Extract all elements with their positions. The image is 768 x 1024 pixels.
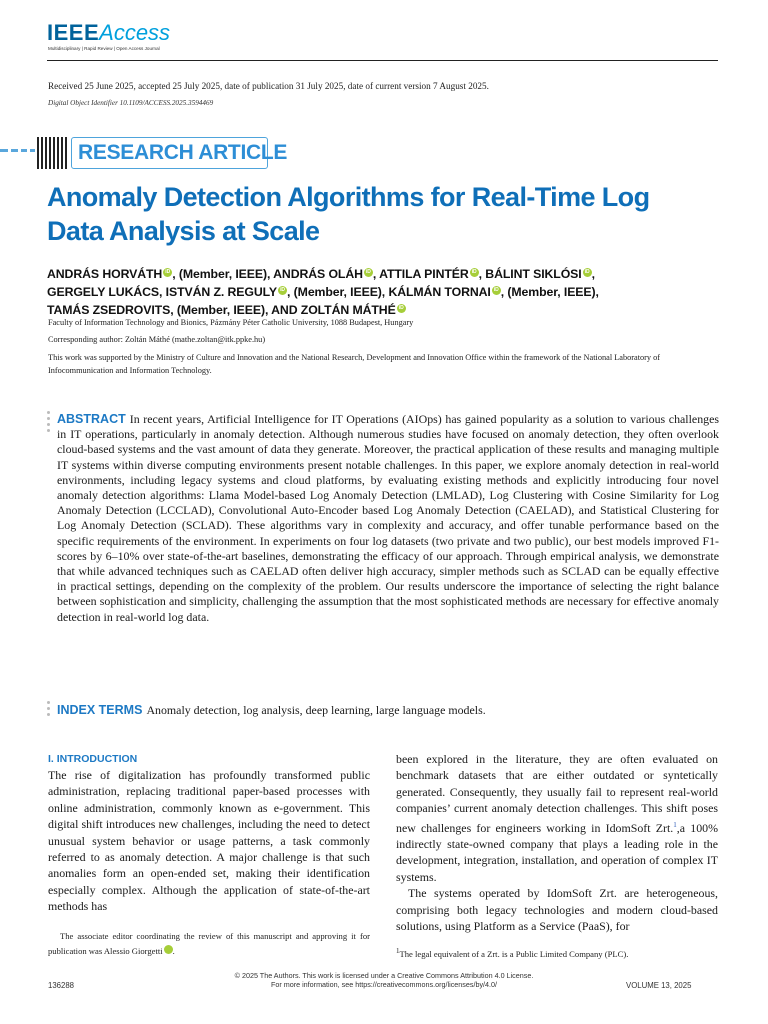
footnote-link[interactable]: 1 — [673, 820, 677, 829]
license-link[interactable]: For more information, see https://creativecommons.org/licenses/by/4.0/ — [270, 980, 498, 989]
author-suffix: , — [372, 267, 380, 281]
editor-note: The associate editor coordinating the review of this manuscript and approving it for publication was Alessio Giorgetti iD. — [48, 931, 370, 956]
author-suffix: , — [591, 267, 595, 281]
banner-dash — [11, 149, 18, 152]
page-number: 136288 — [48, 981, 75, 990]
abstract — [57, 412, 719, 625]
intro-paragraph: The rise of digitalization has profoundly transformed public administration, replacing traditional paper-based processes with online administration, commonly known as e-government. This digital shift introduces new challenges, including the need to detect unusual system behavior or usage patterns, a task commonly referred to as anomaly detection. A major challenge is that such anomalies form an open-ended set, making their identification especially complex. Although the application of state-of-the-art methods has — [48, 768, 370, 914]
header-rule — [47, 60, 718, 61]
orcid-icon[interactable]: iD — [583, 268, 592, 277]
paper-title: Anomaly Detection Algorithms for Real-Time Log Data Analysis at Scale — [47, 182, 650, 246]
doi[interactable]: Digital Object Identifier 10.1109/ACCESS.2025.3594469 — [48, 99, 214, 107]
author-name: ANDRÁS HORVÁTH — [47, 267, 163, 281]
publication-history: Received 25 June 2025, accepted 25 July 2025, date of publication 31 July 2025, date of current version 7 August 2025. — [48, 81, 489, 91]
author-list — [47, 265, 727, 319]
logo-ieee: IEEE — [47, 20, 100, 45]
index-terms — [57, 703, 719, 718]
author-suffix: , (Member, IEEE), — [500, 285, 599, 299]
index-terms-heading: INDEX TERMS — [57, 703, 143, 717]
orcid-icon[interactable]: iD — [163, 268, 172, 277]
logo-access: Access — [99, 20, 171, 45]
author-suffix: , (Member, IEEE), — [287, 285, 389, 299]
author-name: GERGELY LUKÁCS — [47, 285, 160, 299]
article-type: RESEARCH ARTICLE — [78, 141, 288, 164]
volume-label: VOLUME 13, 2025 — [626, 981, 692, 990]
author-suffix: , (Member, IEEE), — [172, 267, 274, 281]
author-name: KÁLMÁN TORNAI — [388, 285, 491, 299]
section-heading: I. INTRODUCTION — [48, 753, 138, 765]
author-name: ANDRÁS OLÁH — [273, 267, 363, 281]
orcid-icon[interactable]: iD — [364, 268, 373, 277]
author-suffix: , — [478, 267, 486, 281]
intro-left-column — [48, 767, 370, 915]
banner-dash — [0, 149, 8, 152]
journal-logo — [47, 22, 170, 45]
orcid-icon[interactable]: iD — [278, 286, 287, 295]
banner-dash — [21, 149, 27, 152]
orcid-icon[interactable]: iD — [164, 945, 173, 954]
orcid-icon[interactable]: iD — [470, 268, 479, 277]
abstract-dots — [47, 411, 51, 435]
footnote-text: The legal equivalent of a Zrt. is a Public Limited Company (PLC). — [399, 948, 629, 959]
footnote — [396, 945, 718, 960]
corresponding-author: Corresponding author: Zoltán Máthé (mathe.zoltan@itk.ppke.hu) — [48, 335, 266, 344]
footnote-mark: 1 — [396, 947, 400, 955]
author-suffix: , (Member, IEEE), AND — [170, 303, 301, 317]
banner-dash — [30, 149, 35, 152]
banner-stripes — [37, 137, 69, 169]
abstract-text: In recent years, Artificial Intelligence for IT Operations (AIOps) has gained popularity as a solution to various challenges in IT operations, particularly in anomaly detection. Although numerous studies have focused on anomaly detection, they often overlook cloud-based systems and the vast amount of data they generate. Moreover, the practical application of these results and managing multiple IT systems within diverse computing environments present notable challenges. In this paper, we explore anomaly detection in real-world environments, including legacy systems and cloud platforms, by evaluating existing methods and explicitly introducing four novel anomaly detection algorithms: Llama Model-based Log Anomaly Detection (LMLAD), Log Clustering with Cosine Similarity for Log Anomaly Detection (LCCLAD), Convolutional Auto-Encoder based Log Anomaly Detection (CAELAD), and Statistical Clustering for Log Anomaly Detection (SCLAD). These algorithms vary in complexity and accuracy, and offer tunable performance based on the specific requirements of the environment. In experiments on four log datasets (two private and two public), our best models improved F1-scores by 6–10% over state-of-the-art baselines, demonstrating the efficacy of our approach. Through empirical analysis, we demonstrate that while advanced techniques such as CAELAD often deliver high accuracy, simpler methods such as SCLAD can be equally effective in practical settings, depending on the complexity of the problem. Our results underscore the importance of selecting the right balance between sophistication and simplicity, challenging the assumption that the most sophisticated methods are necessary for effective anomaly detection in real-world log data. — [57, 412, 719, 624]
author-name: ZOLTÁN MÁTHÉ — [300, 303, 396, 317]
journal-tagline: Multidisciplinary | Rapid Review | Open Access Journal — [48, 46, 160, 51]
author-name: TAMÁS ZSEDROVITS — [47, 303, 171, 317]
intro-paragraph: The systems operated by IdomSoft Zrt. are heterogeneous, comprising both legacy technologies and modern cloud-based solutions, using Platform as a Service (PaaS), for — [396, 886, 718, 934]
author-name: ATTILA PINTÉR — [379, 267, 469, 281]
orcid-icon[interactable]: iD — [397, 304, 406, 313]
index-terms-text: Anomaly detection, log analysis, deep learning, large language models. — [146, 703, 486, 717]
author-suffix: , — [159, 285, 166, 299]
license-line: © 2025 The Authors. This work is licensed under a Creative Commons Attribution 4.0 License. — [234, 971, 534, 980]
intro-paragraph: been explored in the literature, they are often evaluated on benchmark datasets that are either outdated or syntetically generated. Consequently, they usually fail to represent real-world companies’ current anomaly detection challenges. This shift poses new challenges for engineers working in IdomSoft Zrt.$^1$,a 100% indirectly state-owned company that plays a leading role in the development, integration, installation, and operation of complex IT systems. — [396, 752, 718, 884]
affiliation: Faculty of Information Technology and Bionics, Pázmány Péter Catholic University, 1088 Budapest, Hungary — [48, 318, 414, 327]
intro-right-column — [396, 751, 718, 934]
orcid-icon[interactable]: iD — [492, 286, 501, 295]
author-name: ISTVÁN Z. REGULY — [165, 285, 278, 299]
abstract-heading: ABSTRACT — [57, 412, 126, 426]
funding-statement: This work was supported by the Ministry of Culture and Innovation and the National Research, Development and Innovation Office within the framework of the National Laboratory of Infocommunication and Information Technology. — [48, 353, 661, 375]
author-name: BÁLINT SIKLÓSI — [485, 267, 582, 281]
index-terms-dots — [47, 701, 51, 721]
